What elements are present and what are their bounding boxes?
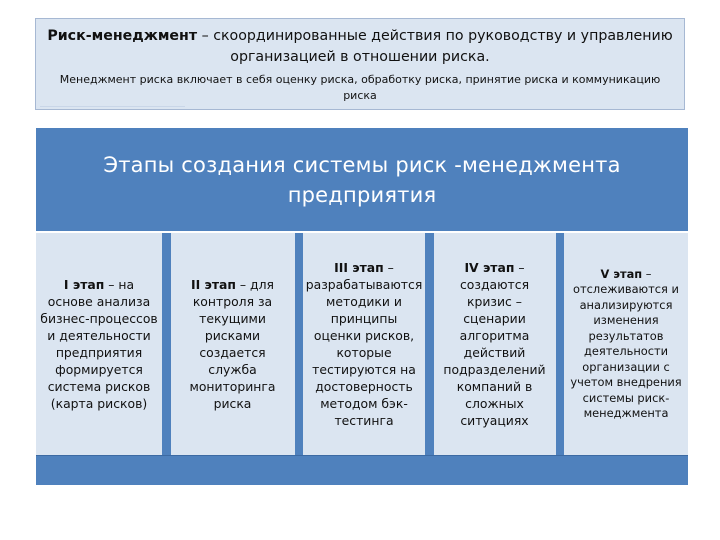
underline-decoration xyxy=(40,106,185,107)
stage-5-text: – отслеживаются и анализируются изменения результатов деятельности организации с учетом внедрения системы риск-менеджмента xyxy=(570,266,682,420)
stage-4-text: – создаются кризис – сценарии алгоритма действий подразделений компаний в сложных ситуациях xyxy=(443,260,546,428)
stage-5-label: V этап xyxy=(600,266,643,281)
stage-5-box xyxy=(564,233,688,455)
definition-text xyxy=(44,26,676,68)
stage-4-box xyxy=(434,233,556,455)
stages-row xyxy=(36,233,688,455)
stage-4-label: IV этап xyxy=(464,260,515,275)
stage-2-text: – для контроля за текущими рисками создается служба мониторинга риска xyxy=(189,277,276,411)
definition-box xyxy=(35,18,685,110)
stage-1-box xyxy=(36,233,162,455)
stage-3-text: – разрабатываются методики и принципы оценки рисков, которые тестируются на достоверность методом бэк-тестинга xyxy=(305,260,423,428)
definition-term: Риск-менеджмент xyxy=(47,28,198,44)
definition-subtext: Менеджмент риска включает в себя оценку риска, обработку риска, принятие риска и коммуникацию риска xyxy=(59,73,661,102)
stage-3-label: III этап xyxy=(334,260,384,275)
panel-bottom-band xyxy=(36,455,688,485)
stage-1-text: – на основе анализа бизнес-процессов и деятельности предприятия формируется система рисков (карта рисков) xyxy=(40,277,158,411)
stage-2-box xyxy=(171,233,295,455)
stages-panel xyxy=(36,128,688,484)
stage-3-box xyxy=(303,233,425,455)
panel-title: Этапы создания системы риск -менеджмента предприятия xyxy=(103,153,621,207)
definition-body: – скоординированные действия по руководству и управлению организацией в отношении риска. xyxy=(197,28,673,65)
stage-1-label: I этап xyxy=(63,277,105,292)
stage-2-label: II этап xyxy=(191,277,236,292)
